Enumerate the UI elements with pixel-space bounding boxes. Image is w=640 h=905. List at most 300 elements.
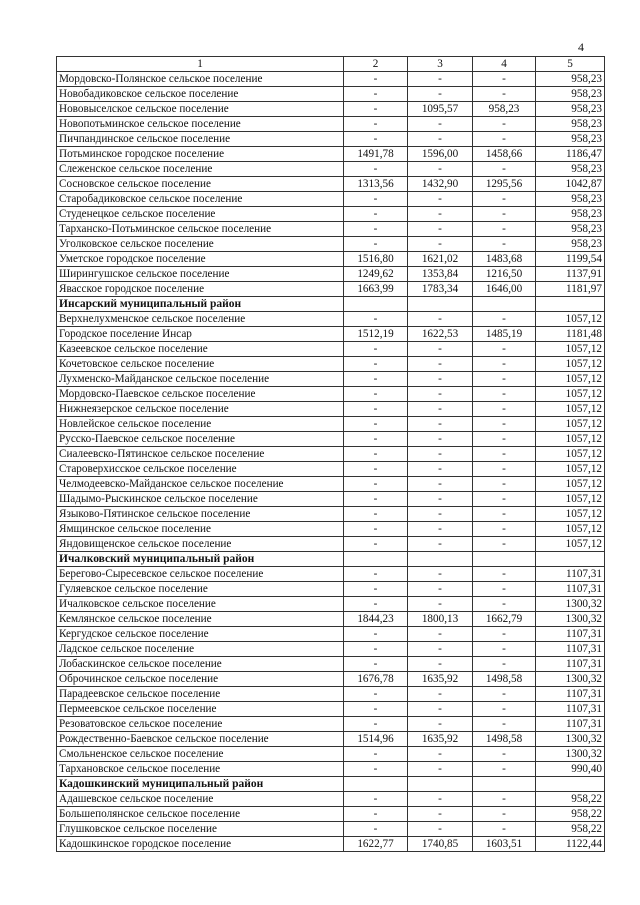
value-col-3: - xyxy=(408,192,473,207)
value-col-4: - xyxy=(473,237,536,252)
value-col-3: - xyxy=(408,642,473,657)
header-row xyxy=(57,57,605,72)
settlement-name: Слеженское сельское поселение xyxy=(57,162,344,177)
settlement-name: Яндовищенское сельское поселение xyxy=(57,537,344,552)
table-row xyxy=(57,177,605,192)
value-col-4: - xyxy=(473,72,536,87)
value-col-5: 1107,31 xyxy=(536,717,605,732)
value-col-5: 1181,97 xyxy=(536,282,605,297)
value-col-5: 1042,87 xyxy=(536,177,605,192)
value-col-4: - xyxy=(473,657,536,672)
settlement-name: Уметское городское поселение xyxy=(57,252,344,267)
table-row xyxy=(57,342,605,357)
value-col-4: - xyxy=(473,537,536,552)
value-col-2: - xyxy=(344,822,408,837)
value-col-5: 958,22 xyxy=(536,792,605,807)
value-col-2: 1512,19 xyxy=(344,327,408,342)
value-col-2: - xyxy=(344,792,408,807)
settlement-name: Кемлянское сельское поселение xyxy=(57,612,344,627)
header-col-4: 4 xyxy=(473,57,536,72)
value-col-4: - xyxy=(473,642,536,657)
table-row xyxy=(57,642,605,657)
settlement-name: Новобадиковское сельское поселение xyxy=(57,87,344,102)
table-row xyxy=(57,522,605,537)
table-row xyxy=(57,687,605,702)
settlement-name: Кадошкинское городское поселение xyxy=(57,837,344,852)
settlement-name: Тарханско-Потьминское сельское поселение xyxy=(57,222,344,237)
value-col-3: - xyxy=(408,432,473,447)
value-col-3: - xyxy=(408,117,473,132)
table-row xyxy=(57,657,605,672)
settlement-name: Ичалковское сельское поселение xyxy=(57,597,344,612)
value-col-4: - xyxy=(473,192,536,207)
table-row xyxy=(57,762,605,777)
value-col-2: - xyxy=(344,702,408,717)
value-col-2: - xyxy=(344,402,408,417)
value-col-5: 1107,31 xyxy=(536,567,605,582)
table-row xyxy=(57,357,605,372)
value-col-5: 1107,31 xyxy=(536,702,605,717)
value-col-5: 1057,12 xyxy=(536,342,605,357)
value-col-4: - xyxy=(473,687,536,702)
empty-cell xyxy=(536,552,605,567)
settlement-name: Пермеевское сельское поселение xyxy=(57,702,344,717)
section-title: Ичалковский муниципальный район xyxy=(57,552,344,567)
value-col-4: - xyxy=(473,762,536,777)
page-number: 4 xyxy=(578,40,584,54)
settlement-name: Ладское сельское поселение xyxy=(57,642,344,657)
value-col-3: - xyxy=(408,342,473,357)
table-row xyxy=(57,597,605,612)
value-col-4: - xyxy=(473,822,536,837)
value-col-3: - xyxy=(408,162,473,177)
value-col-3: 1635,92 xyxy=(408,672,473,687)
value-col-2: 1622,77 xyxy=(344,837,408,852)
table-row xyxy=(57,447,605,462)
value-col-4: - xyxy=(473,807,536,822)
section-row xyxy=(57,552,605,567)
value-col-3: - xyxy=(408,567,473,582)
value-col-2: 1663,99 xyxy=(344,282,408,297)
value-col-3: - xyxy=(408,207,473,222)
value-col-4: - xyxy=(473,432,536,447)
value-col-5: 1300,32 xyxy=(536,747,605,762)
value-col-4: - xyxy=(473,132,536,147)
value-col-4: 1485,19 xyxy=(473,327,536,342)
settlement-name: Явасское городское поселение xyxy=(57,282,344,297)
empty-cell xyxy=(473,297,536,312)
value-col-2: - xyxy=(344,462,408,477)
value-col-2: 1514,96 xyxy=(344,732,408,747)
value-col-2: - xyxy=(344,372,408,387)
value-col-4: 1603,51 xyxy=(473,837,536,852)
value-col-3: - xyxy=(408,522,473,537)
settlement-name: Кергудское сельское поселение xyxy=(57,627,344,642)
settlement-name: Нововыселское сельское поселение xyxy=(57,102,344,117)
value-col-4: - xyxy=(473,567,536,582)
value-col-4: - xyxy=(473,792,536,807)
value-col-4: - xyxy=(473,507,536,522)
value-col-2: - xyxy=(344,87,408,102)
settlement-name: Тархановское сельское поселение xyxy=(57,762,344,777)
table-row xyxy=(57,117,605,132)
value-col-4: - xyxy=(473,627,536,642)
empty-cell xyxy=(408,552,473,567)
value-col-4: - xyxy=(473,87,536,102)
value-col-5: 958,23 xyxy=(536,117,605,132)
value-col-2: - xyxy=(344,507,408,522)
table-row xyxy=(57,207,605,222)
value-col-5: 958,23 xyxy=(536,222,605,237)
section-row xyxy=(57,297,605,312)
value-col-4: - xyxy=(473,117,536,132)
value-col-3: - xyxy=(408,792,473,807)
value-col-5: 1107,31 xyxy=(536,642,605,657)
value-col-3: - xyxy=(408,687,473,702)
value-col-3: - xyxy=(408,762,473,777)
section-title: Инсарский муниципальный район xyxy=(57,297,344,312)
value-col-4: - xyxy=(473,162,536,177)
value-col-3: - xyxy=(408,417,473,432)
table-row xyxy=(57,462,605,477)
settlement-name: Гуляевское сельское поселение xyxy=(57,582,344,597)
empty-cell xyxy=(536,297,605,312)
value-col-5: 958,23 xyxy=(536,132,605,147)
settlement-name: Потьминское городское поселение xyxy=(57,147,344,162)
value-col-2: 1844,23 xyxy=(344,612,408,627)
table-row xyxy=(57,417,605,432)
value-col-5: 1057,12 xyxy=(536,372,605,387)
value-col-5: 958,23 xyxy=(536,102,605,117)
settlement-name: Резоватовское сельское поселение xyxy=(57,717,344,732)
value-col-5: 1300,32 xyxy=(536,672,605,687)
settlement-name: Большеполянское сельское поселение xyxy=(57,807,344,822)
settlement-name: Городское поселение Инсар xyxy=(57,327,344,342)
value-col-5: 990,40 xyxy=(536,762,605,777)
value-col-2: - xyxy=(344,687,408,702)
header-col-3: 3 xyxy=(408,57,473,72)
value-col-3: - xyxy=(408,627,473,642)
settlement-name: Оброчинское сельское поселение xyxy=(57,672,344,687)
value-col-3: - xyxy=(408,717,473,732)
value-col-3: - xyxy=(408,807,473,822)
value-col-3: 1783,34 xyxy=(408,282,473,297)
empty-cell xyxy=(344,297,408,312)
table-row xyxy=(57,72,605,87)
value-col-2: - xyxy=(344,522,408,537)
settlement-name: Новлейское сельское поселение xyxy=(57,417,344,432)
value-col-2: - xyxy=(344,747,408,762)
value-col-2: - xyxy=(344,312,408,327)
value-col-3: - xyxy=(408,237,473,252)
table-row xyxy=(57,792,605,807)
value-col-4: 1498,58 xyxy=(473,672,536,687)
tariff-table xyxy=(56,56,605,852)
value-col-5: 1057,12 xyxy=(536,387,605,402)
value-col-5: 958,23 xyxy=(536,237,605,252)
table-row xyxy=(57,627,605,642)
table-row xyxy=(57,192,605,207)
table-row xyxy=(57,747,605,762)
value-col-4: - xyxy=(473,747,536,762)
value-col-4: - xyxy=(473,357,536,372)
value-col-3: 1800,13 xyxy=(408,612,473,627)
value-col-4: - xyxy=(473,387,536,402)
value-col-5: 1107,31 xyxy=(536,582,605,597)
empty-cell xyxy=(344,552,408,567)
value-col-5: 1300,32 xyxy=(536,732,605,747)
section-row xyxy=(57,777,605,792)
table-row xyxy=(57,402,605,417)
value-col-4: 1295,56 xyxy=(473,177,536,192)
value-col-4: - xyxy=(473,342,536,357)
value-col-2: - xyxy=(344,537,408,552)
value-col-3: - xyxy=(408,72,473,87)
value-col-4: - xyxy=(473,222,536,237)
value-col-4: - xyxy=(473,702,536,717)
table-row xyxy=(57,387,605,402)
value-col-3: - xyxy=(408,447,473,462)
value-col-3: - xyxy=(408,402,473,417)
settlement-name: Студенецкое сельское поселение xyxy=(57,207,344,222)
settlement-name: Верхнелухменское сельское поселение xyxy=(57,312,344,327)
value-col-5: 958,23 xyxy=(536,162,605,177)
empty-cell xyxy=(344,777,408,792)
value-col-4: 1483,68 xyxy=(473,252,536,267)
table-row xyxy=(57,732,605,747)
settlement-name: Казеевское сельское поселение xyxy=(57,342,344,357)
settlement-name: Челмодеевско-Майданское сельское поселение xyxy=(57,477,344,492)
value-col-3: - xyxy=(408,312,473,327)
value-col-3: 1095,57 xyxy=(408,102,473,117)
value-col-5: 1057,12 xyxy=(536,492,605,507)
value-col-3: - xyxy=(408,537,473,552)
value-col-4: - xyxy=(473,402,536,417)
value-col-4: - xyxy=(473,447,536,462)
value-col-3: - xyxy=(408,87,473,102)
value-col-2: - xyxy=(344,162,408,177)
value-col-5: 1107,31 xyxy=(536,627,605,642)
value-col-5: 1107,31 xyxy=(536,687,605,702)
value-col-2: 1516,80 xyxy=(344,252,408,267)
table-row xyxy=(57,327,605,342)
settlement-name: Смольненское сельское поселение xyxy=(57,747,344,762)
table-row xyxy=(57,492,605,507)
value-col-3: - xyxy=(408,357,473,372)
value-col-3: 1635,92 xyxy=(408,732,473,747)
settlement-name: Берегово-Сыресевское сельское поселение xyxy=(57,567,344,582)
value-col-2: - xyxy=(344,642,408,657)
value-col-4: - xyxy=(473,597,536,612)
value-col-5: 1057,12 xyxy=(536,447,605,462)
value-col-3: 1432,90 xyxy=(408,177,473,192)
table-row xyxy=(57,147,605,162)
value-col-3: 1621,02 xyxy=(408,252,473,267)
settlement-name: Мордовско-Полянское сельское поселение xyxy=(57,72,344,87)
settlement-name: Ямщинское сельское поселение xyxy=(57,522,344,537)
value-col-5: 1057,12 xyxy=(536,432,605,447)
settlement-name: Лобаскинское сельское поселение xyxy=(57,657,344,672)
header-col-5: 5 xyxy=(536,57,605,72)
table-row xyxy=(57,87,605,102)
settlement-name: Шадымо-Рыскинское сельское поселение xyxy=(57,492,344,507)
table-row xyxy=(57,237,605,252)
value-col-4: - xyxy=(473,522,536,537)
value-col-4: - xyxy=(473,462,536,477)
value-col-4: - xyxy=(473,372,536,387)
table-row xyxy=(57,102,605,117)
settlement-name: Старобадиковское сельское поселение xyxy=(57,192,344,207)
table-row xyxy=(57,717,605,732)
table-row xyxy=(57,807,605,822)
value-col-3: - xyxy=(408,582,473,597)
table-row xyxy=(57,612,605,627)
value-col-5: 958,22 xyxy=(536,822,605,837)
settlement-name: Парадеевское сельское поселение xyxy=(57,687,344,702)
value-col-3: - xyxy=(408,372,473,387)
table-row xyxy=(57,837,605,852)
value-col-2: - xyxy=(344,192,408,207)
value-col-3: - xyxy=(408,477,473,492)
value-col-5: 958,23 xyxy=(536,192,605,207)
value-col-2: - xyxy=(344,582,408,597)
table-row xyxy=(57,132,605,147)
empty-cell xyxy=(408,777,473,792)
settlement-name: Рождественно-Баевское сельское поселение xyxy=(57,732,344,747)
settlement-name: Кочетовское сельское поселение xyxy=(57,357,344,372)
table-row xyxy=(57,372,605,387)
value-col-2: - xyxy=(344,717,408,732)
value-col-5: 1057,12 xyxy=(536,402,605,417)
empty-cell xyxy=(473,777,536,792)
value-col-4: 1458,66 xyxy=(473,147,536,162)
value-col-5: 1057,12 xyxy=(536,462,605,477)
value-col-4: 958,23 xyxy=(473,102,536,117)
value-col-3: - xyxy=(408,492,473,507)
settlement-name: Нижнеязерское сельское поселение xyxy=(57,402,344,417)
value-col-5: 1300,32 xyxy=(536,597,605,612)
empty-cell xyxy=(536,777,605,792)
value-col-3: - xyxy=(408,222,473,237)
header-col-2: 2 xyxy=(344,57,408,72)
value-col-2: - xyxy=(344,342,408,357)
settlement-name: Лухменско-Майданское сельское поселение xyxy=(57,372,344,387)
value-col-5: 958,23 xyxy=(536,207,605,222)
value-col-5: 1181,48 xyxy=(536,327,605,342)
value-col-2: - xyxy=(344,417,408,432)
value-col-3: - xyxy=(408,747,473,762)
value-col-5: 1057,12 xyxy=(536,507,605,522)
value-col-5: 1057,12 xyxy=(536,477,605,492)
value-col-2: - xyxy=(344,117,408,132)
value-col-5: 1057,12 xyxy=(536,417,605,432)
table-row xyxy=(57,222,605,237)
value-col-3: - xyxy=(408,597,473,612)
value-col-5: 1057,12 xyxy=(536,357,605,372)
value-col-2: - xyxy=(344,657,408,672)
settlement-name: Сиалеевско-Пятинское сельское поселение xyxy=(57,447,344,462)
value-col-5: 1057,12 xyxy=(536,537,605,552)
value-col-4: 1662,79 xyxy=(473,612,536,627)
value-col-5: 1107,31 xyxy=(536,657,605,672)
value-col-2: - xyxy=(344,477,408,492)
settlement-name: Сосновское сельское поселение xyxy=(57,177,344,192)
settlement-name: Пичпандинское сельское поселение xyxy=(57,132,344,147)
value-col-5: 1057,12 xyxy=(536,522,605,537)
settlement-name: Языково-Пятинское сельское поселение xyxy=(57,507,344,522)
value-col-4: - xyxy=(473,417,536,432)
value-col-4: 1216,50 xyxy=(473,267,536,282)
value-col-2: - xyxy=(344,627,408,642)
settlement-name: Ширингушское сельское поселение xyxy=(57,267,344,282)
value-col-2: - xyxy=(344,597,408,612)
value-col-5: 1057,12 xyxy=(536,312,605,327)
empty-cell xyxy=(408,297,473,312)
settlement-name: Староверхисское сельское поселение xyxy=(57,462,344,477)
value-col-2: - xyxy=(344,762,408,777)
value-col-2: - xyxy=(344,447,408,462)
value-col-2: - xyxy=(344,567,408,582)
value-col-3: - xyxy=(408,822,473,837)
value-col-3: - xyxy=(408,507,473,522)
settlement-name: Новопотьминское сельское поселение xyxy=(57,117,344,132)
value-col-2: - xyxy=(344,72,408,87)
section-title: Кадошкинский муниципальный район xyxy=(57,777,344,792)
header-col-1: 1 xyxy=(57,57,344,72)
value-col-5: 1199,54 xyxy=(536,252,605,267)
value-col-3: - xyxy=(408,132,473,147)
value-col-5: 1186,47 xyxy=(536,147,605,162)
value-col-2: - xyxy=(344,492,408,507)
value-col-2: 1249,62 xyxy=(344,267,408,282)
table-row xyxy=(57,312,605,327)
value-col-4: 1646,00 xyxy=(473,282,536,297)
table-row xyxy=(57,507,605,522)
value-col-4: 1498,58 xyxy=(473,732,536,747)
value-col-5: 958,23 xyxy=(536,87,605,102)
table-row xyxy=(57,252,605,267)
value-col-4: - xyxy=(473,207,536,222)
value-col-2: - xyxy=(344,102,408,117)
value-col-4: - xyxy=(473,312,536,327)
value-col-2: 1491,78 xyxy=(344,147,408,162)
settlement-name: Глушковское сельское поселение xyxy=(57,822,344,837)
value-col-2: 1313,56 xyxy=(344,177,408,192)
value-col-2: 1676,78 xyxy=(344,672,408,687)
value-col-2: - xyxy=(344,237,408,252)
value-col-5: 958,23 xyxy=(536,72,605,87)
value-col-2: - xyxy=(344,807,408,822)
table-row xyxy=(57,432,605,447)
table-row xyxy=(57,282,605,297)
value-col-2: - xyxy=(344,222,408,237)
settlement-name: Адашевское сельское поселение xyxy=(57,792,344,807)
value-col-5: 1122,44 xyxy=(536,837,605,852)
value-col-5: 958,22 xyxy=(536,807,605,822)
value-col-4: - xyxy=(473,492,536,507)
value-col-3: - xyxy=(408,702,473,717)
value-col-4: - xyxy=(473,582,536,597)
value-col-3: 1622,53 xyxy=(408,327,473,342)
table-row xyxy=(57,702,605,717)
table-row xyxy=(57,582,605,597)
settlement-name: Уголковское сельское поселение xyxy=(57,237,344,252)
table-row xyxy=(57,267,605,282)
table-row xyxy=(57,477,605,492)
value-col-5: 1300,32 xyxy=(536,612,605,627)
value-col-3: 1596,00 xyxy=(408,147,473,162)
value-col-4: - xyxy=(473,717,536,732)
